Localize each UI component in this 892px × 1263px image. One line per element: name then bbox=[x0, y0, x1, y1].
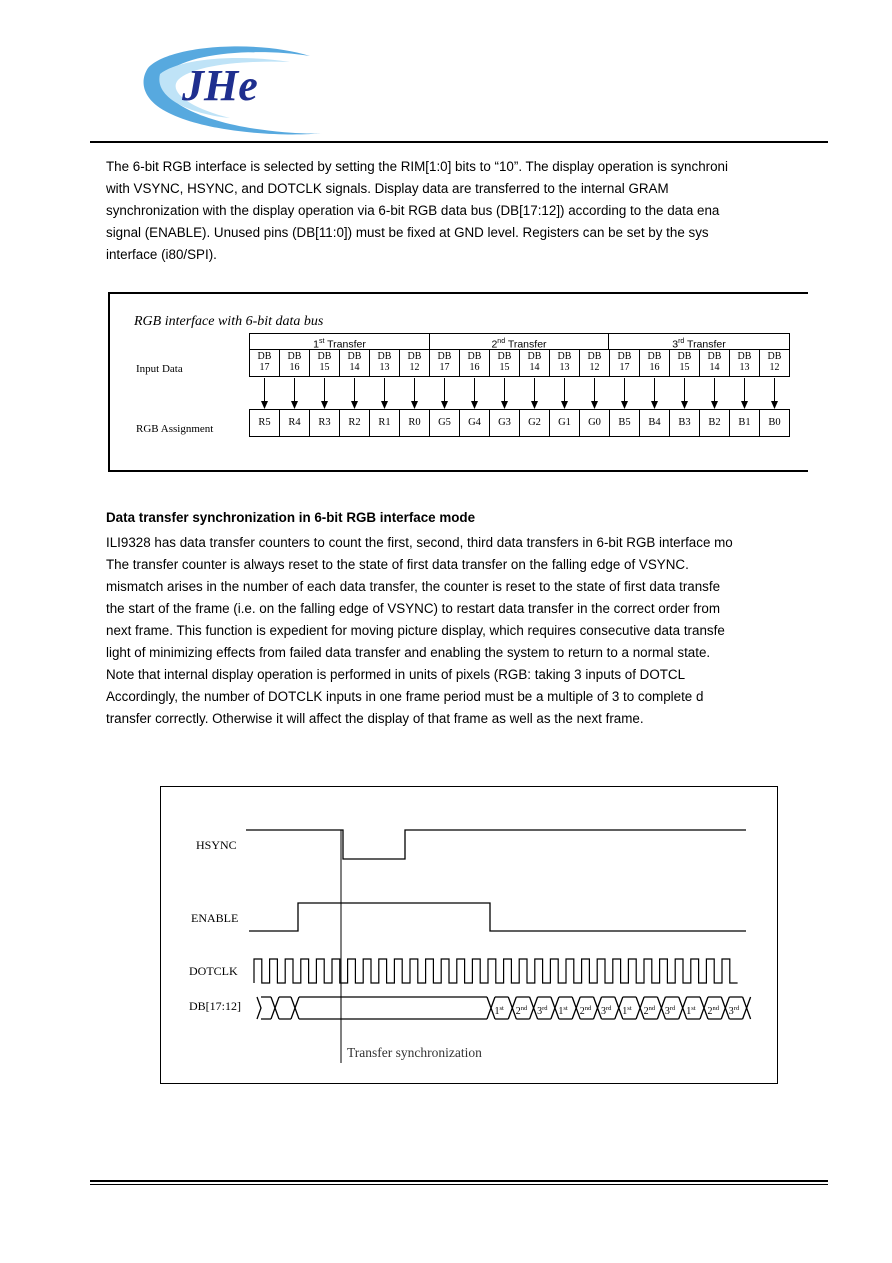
arrow-head-icon bbox=[711, 401, 718, 409]
arrow-head-icon bbox=[471, 401, 478, 409]
db-bit: 12 bbox=[589, 362, 600, 373]
ordinal-number: 1 bbox=[686, 1006, 692, 1017]
db-bit: 17 bbox=[259, 362, 270, 373]
ordinal-suffix: rd bbox=[733, 1005, 740, 1012]
db-prefix: DB bbox=[467, 351, 482, 362]
db-prefix: DB bbox=[587, 351, 602, 362]
enable-waveform bbox=[249, 903, 746, 931]
intro-line: signal (ENABLE). Unused pins (DB[11:0]) must be fixed at GND level. Registers can be set by the sys bbox=[106, 225, 709, 240]
rgb-cell: B2 bbox=[699, 409, 730, 437]
transfer-ordinal bbox=[729, 1005, 740, 1017]
db-prefix: DB bbox=[617, 351, 632, 362]
figure-title: RGB interface with 6-bit data bus bbox=[134, 314, 324, 329]
db-bit: 14 bbox=[349, 362, 360, 373]
timing-diagram bbox=[161, 787, 777, 1083]
transfer-header-1: 1st Transfer bbox=[249, 333, 430, 350]
intro-line: The 6-bit RGB interface is selected by setting the RIM[1:0] bits to “10”. The display operation is synchroni bbox=[106, 159, 728, 174]
ordinal-number: 2 bbox=[579, 1006, 585, 1017]
db-prefix: DB bbox=[377, 351, 392, 362]
company-logo bbox=[140, 38, 330, 138]
db-bit: 16 bbox=[649, 362, 660, 373]
bus-crossover bbox=[291, 997, 299, 1019]
transfer-ordinal bbox=[665, 1005, 676, 1017]
intro-paragraph bbox=[106, 156, 806, 266]
db-prefix: DB bbox=[257, 351, 272, 362]
arrow-head-icon bbox=[261, 401, 268, 409]
figure-rgb-6bit bbox=[108, 292, 808, 472]
arrow-head-icon bbox=[531, 401, 538, 409]
bus-segment bbox=[261, 997, 271, 1019]
transfer-ordinal bbox=[580, 1005, 592, 1017]
db-bit: 16 bbox=[469, 362, 480, 373]
body-line: mismatch arises in the number of each data transfer, the counter is reset to the state of first data transfe bbox=[106, 579, 721, 594]
arrow-head-icon bbox=[291, 401, 298, 409]
arrow-head-icon bbox=[441, 401, 448, 409]
transfer-ordinal bbox=[558, 1005, 568, 1017]
rgb-cell: R2 bbox=[339, 409, 370, 437]
body-paragraph bbox=[106, 532, 806, 730]
rgb-cell: R5 bbox=[249, 409, 280, 437]
logo-text: JHe bbox=[182, 61, 258, 110]
transfer-header-3: 3rd Transfer bbox=[608, 333, 790, 350]
ordinal-number: 3 bbox=[728, 1006, 734, 1017]
arrow-head-icon bbox=[411, 401, 418, 409]
ordinal-number: 3 bbox=[537, 1006, 543, 1017]
ordinal-suffix: st bbox=[627, 1005, 632, 1012]
db-bit: 14 bbox=[529, 362, 540, 373]
db-bit: 16 bbox=[289, 362, 300, 373]
ordinal-number: 2 bbox=[643, 1006, 649, 1017]
rgb-cell: B5 bbox=[609, 409, 640, 437]
db-bit: 12 bbox=[769, 362, 780, 373]
db-prefix: DB bbox=[767, 351, 782, 362]
db-prefix: DB bbox=[737, 351, 752, 362]
db-prefix: DB bbox=[347, 351, 362, 362]
body-line: Accordingly, the number of DOTCLK inputs in one frame period must be a multiple of 3 to complete d bbox=[106, 689, 704, 704]
arrow-head-icon bbox=[321, 401, 328, 409]
body-line: transfer correctly. Otherwise it will affect the display of that frame as well as the next frame. bbox=[106, 711, 644, 726]
arrow-head-icon bbox=[351, 401, 358, 409]
ordinal-number: 1 bbox=[494, 1006, 500, 1017]
input-data-label: Input Data bbox=[136, 363, 183, 375]
transfer-ordinal bbox=[644, 1005, 656, 1017]
ordinal-number: 3 bbox=[664, 1006, 670, 1017]
intro-line: interface (i80/SPI). bbox=[106, 247, 217, 262]
db-bit: 13 bbox=[559, 362, 570, 373]
arrow-head-icon bbox=[681, 401, 688, 409]
rgb-cell: G2 bbox=[519, 409, 550, 437]
ordinal-suffix: nd bbox=[584, 1005, 592, 1012]
rgb-cell: B3 bbox=[669, 409, 700, 437]
body-line: Note that internal display operation is performed in units of pixels (RGB: taking 3 inputs of DOTCL bbox=[106, 667, 686, 682]
rgb-cell: R0 bbox=[399, 409, 430, 437]
db-bit: 15 bbox=[319, 362, 330, 373]
bus-segment bbox=[299, 997, 487, 1019]
section-heading: Data transfer synchronization in 6-bit RGB interface mode bbox=[106, 510, 476, 525]
rgb-cell: G1 bbox=[549, 409, 580, 437]
rgb-cell: G3 bbox=[489, 409, 520, 437]
logo-swoosh-icon bbox=[140, 38, 330, 138]
bus-edge bbox=[257, 997, 261, 1019]
arrow-head-icon bbox=[771, 401, 778, 409]
db-prefix: DB bbox=[707, 351, 722, 362]
arrow-head-icon bbox=[561, 401, 568, 409]
body-line: next frame. This function is expedient for moving picture display, which requires consecutive data transfe bbox=[106, 623, 725, 638]
db-bit: 12 bbox=[409, 362, 420, 373]
db-bit: 15 bbox=[499, 362, 510, 373]
rgb-cell: B4 bbox=[639, 409, 670, 437]
rgb-cell: B0 bbox=[759, 409, 790, 437]
db-bit: 13 bbox=[379, 362, 390, 373]
body-line: the start of the frame (i.e. on the falling edge of VSYNC) to restart data transfer in the correct order from bbox=[106, 601, 721, 616]
db-prefix: DB bbox=[527, 351, 542, 362]
ordinal-suffix: nd bbox=[648, 1005, 656, 1012]
db-bus-label: DB[17:12] bbox=[189, 999, 241, 1013]
db-bit: 17 bbox=[619, 362, 630, 373]
db-prefix: DB bbox=[557, 351, 572, 362]
db-bit: 17 bbox=[439, 362, 450, 373]
db-prefix: DB bbox=[677, 351, 692, 362]
dotclk-waveform bbox=[254, 959, 738, 983]
db-bit: 15 bbox=[679, 362, 690, 373]
body-line: The transfer counter is always reset to the state of first data transfer on the falling edge of VSYNC. bbox=[106, 557, 689, 572]
ordinal-suffix: rd bbox=[669, 1005, 676, 1012]
bus-crossover bbox=[743, 997, 751, 1019]
arrow-head-icon bbox=[621, 401, 628, 409]
body-line: ILI9328 has data transfer counters to count the first, second, third data transfers in 6-bit RGB interface mo bbox=[106, 535, 733, 550]
ordinal-suffix: rd bbox=[606, 1005, 612, 1012]
db-prefix: DB bbox=[317, 351, 332, 362]
bus-segment bbox=[279, 997, 291, 1019]
hsync-label: HSYNC bbox=[196, 838, 237, 852]
ordinal-suffix: nd bbox=[520, 1005, 528, 1012]
rgb-cell: R1 bbox=[369, 409, 400, 437]
transfer-ordinal bbox=[622, 1005, 632, 1017]
transfer-header-2: 2nd Transfer bbox=[429, 333, 609, 350]
transfer-ordinal bbox=[537, 1005, 548, 1017]
ordinal-suffix: nd bbox=[712, 1005, 719, 1012]
ordinal-number: 1 bbox=[558, 1006, 564, 1017]
rgb-cell: B1 bbox=[729, 409, 760, 437]
ordinal-number: 1 bbox=[622, 1006, 628, 1017]
db-prefix: DB bbox=[647, 351, 662, 362]
rgb-cell: G5 bbox=[429, 409, 460, 437]
rgb-cell: R4 bbox=[279, 409, 310, 437]
transfer-ordinal bbox=[601, 1005, 612, 1017]
ordinal-number: 2 bbox=[707, 1006, 713, 1017]
ordinal-suffix: st bbox=[563, 1005, 568, 1012]
body-line: light of minimizing effects from failed data transfer and enabling the system to return to a normal state. bbox=[106, 645, 711, 660]
hsync-waveform bbox=[246, 830, 746, 859]
rgb-cell: R3 bbox=[309, 409, 340, 437]
intro-line: synchronization with the display operation via 6-bit RGB data bus (DB[17:12]) according to the data ena bbox=[106, 203, 720, 218]
transfer-sync-caption: Transfer synchronization bbox=[347, 1045, 482, 1060]
ordinal-suffix: st bbox=[499, 1005, 504, 1012]
enable-label: ENABLE bbox=[191, 911, 239, 925]
assignment-arrows bbox=[110, 294, 808, 470]
arrow-head-icon bbox=[381, 401, 388, 409]
rgb-cell: G0 bbox=[579, 409, 610, 437]
transfer-ordinal bbox=[708, 1005, 720, 1017]
arrow-head-icon bbox=[741, 401, 748, 409]
db-prefix: DB bbox=[287, 351, 302, 362]
rgb-assignment-label: RGB Assignment bbox=[136, 423, 214, 435]
footer-rule bbox=[90, 1180, 828, 1182]
intro-line: with VSYNC, HSYNC, and DOTCLK signals. Display data are transferred to the internal GRAM bbox=[106, 181, 669, 196]
footer-rule-thin bbox=[90, 1184, 828, 1185]
ordinal-suffix: st bbox=[691, 1005, 696, 1012]
db-prefix: DB bbox=[497, 351, 512, 362]
db-prefix: DB bbox=[407, 351, 422, 362]
bus-crossover bbox=[271, 997, 279, 1019]
ordinal-number: 3 bbox=[601, 1006, 606, 1017]
db-bit: 13 bbox=[739, 362, 750, 373]
rgb-cell: G4 bbox=[459, 409, 490, 437]
ordinal-number: 2 bbox=[515, 1006, 521, 1017]
header-rule bbox=[90, 141, 828, 143]
arrow-head-icon bbox=[501, 401, 508, 409]
dotclk-label: DOTCLK bbox=[189, 964, 238, 978]
db-prefix: DB bbox=[437, 351, 452, 362]
arrow-head-icon bbox=[591, 401, 598, 409]
transfer-ordinal bbox=[686, 1005, 696, 1017]
transfer-ordinal bbox=[495, 1005, 505, 1017]
ordinal-suffix: rd bbox=[542, 1005, 548, 1012]
timing-diagram-figure bbox=[160, 786, 778, 1084]
transfer-ordinal bbox=[516, 1005, 528, 1017]
db-bit: 14 bbox=[709, 362, 720, 373]
arrow-head-icon bbox=[651, 401, 658, 409]
